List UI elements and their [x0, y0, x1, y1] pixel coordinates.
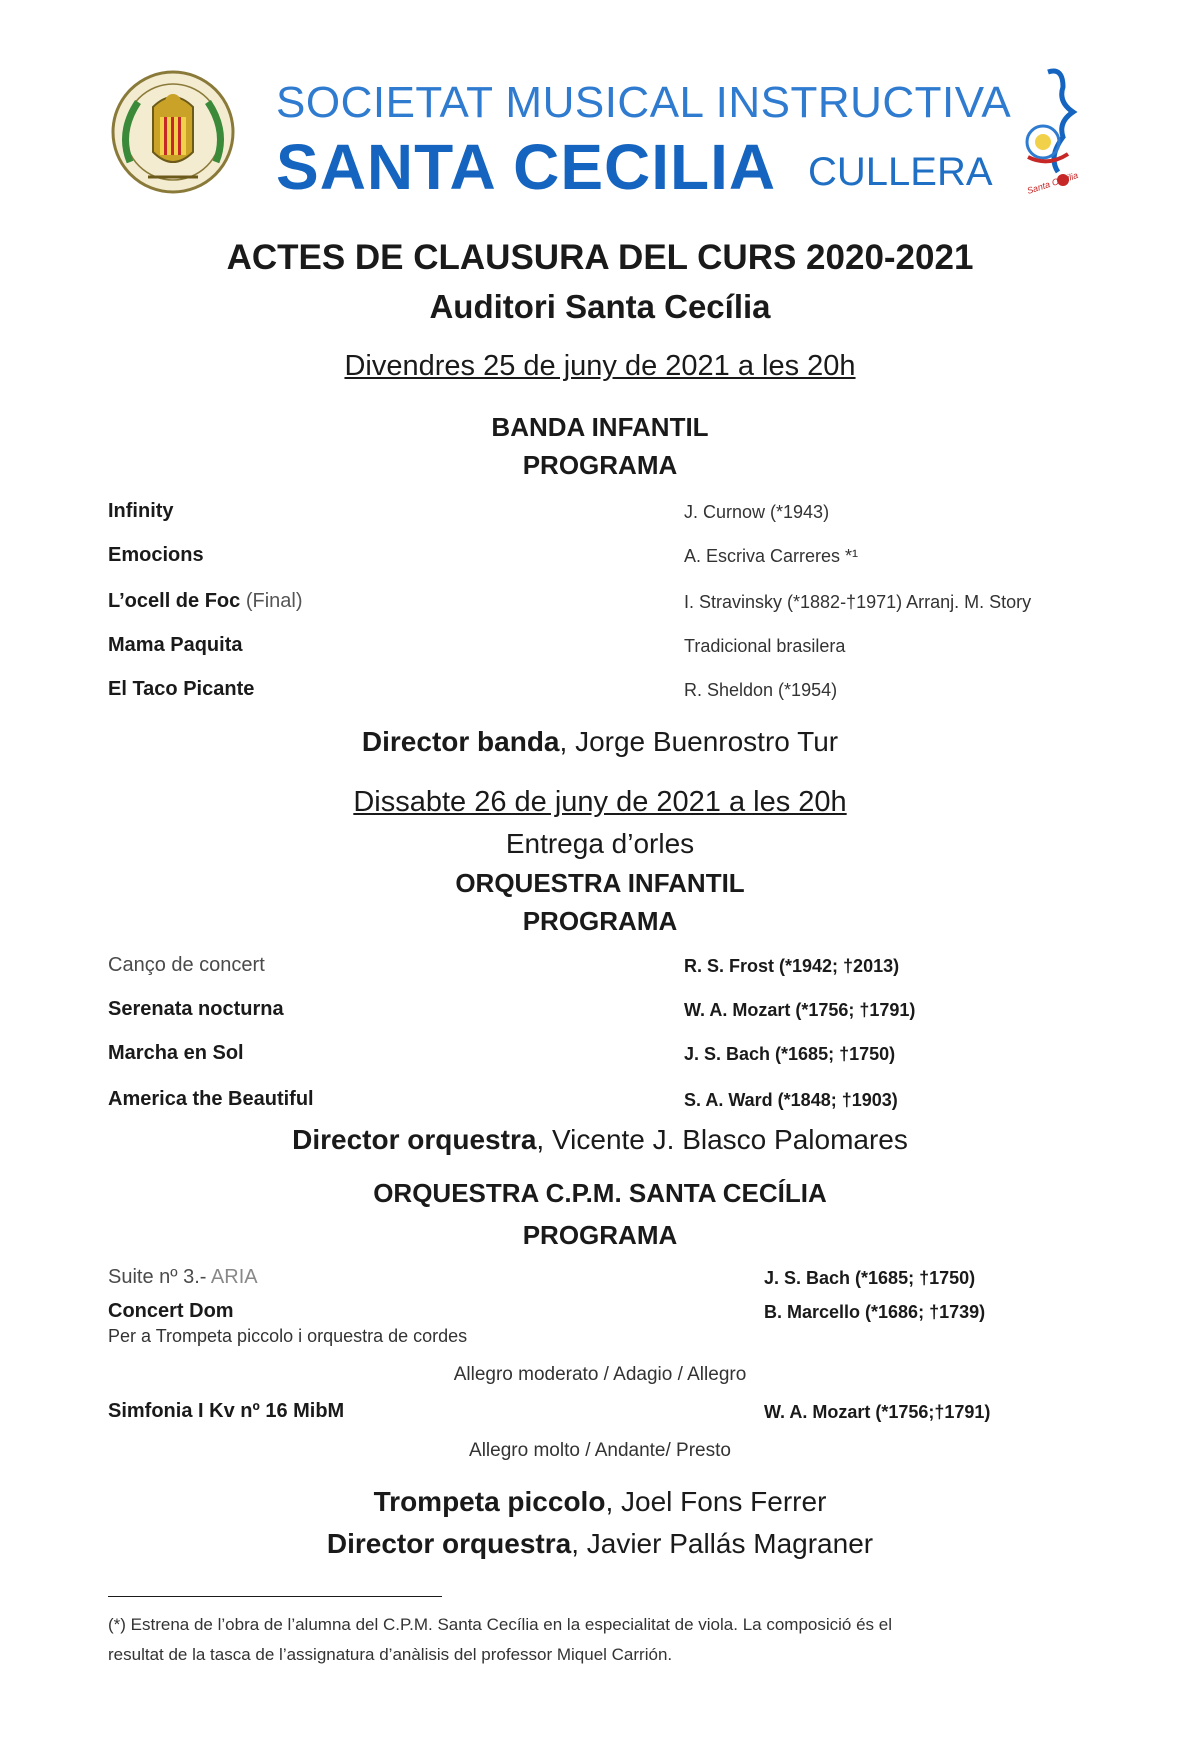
orchestra-item-title-note: ARIA: [206, 1266, 258, 1288]
footnote-line1: (*) Estrena de l’obra de l’alumna del C.P.M. Santa Cecília en la especialitat de viola. La composició és el: [108, 1615, 892, 1634]
orchestra-item-composer: J. S. Bach (*1685; †1750): [764, 1268, 976, 1288]
day2-director: [0, 1124, 1200, 1156]
day1-director-role: Director banda: [361, 726, 560, 757]
day1-ensemble: BANDA INFANTIL: [491, 412, 709, 442]
day1-item-composer: R. Sheldon (*1954): [684, 680, 838, 700]
venue-title: Auditori Santa Cecília: [429, 288, 771, 325]
orchestra-soloist-role: Trompeta piccolo: [373, 1486, 606, 1517]
day2-programa-heading: PROGRAMA: [522, 906, 678, 936]
day2-item-title: America the Beautiful: [108, 1088, 314, 1110]
day1-item-composer: J. Curnow (*1943): [684, 502, 830, 522]
orchestra-director-role: Director orquestra: [326, 1528, 572, 1559]
society-name-line2: SANTA CECILIA: [276, 131, 777, 203]
orchestra-item-movements: Allegro moderato / Adagio / Allegro: [453, 1364, 747, 1385]
orchestra-director-name: , Javier Pallás Magraner: [571, 1528, 874, 1559]
society-name-line1: SOCIETAT MUSICAL INSTRUCTIVA: [276, 78, 1012, 127]
day2-item-composer: R. S. Frost (*1942; †2013): [684, 956, 900, 976]
day1-director-name: , Jorge Buenrostro Tur: [559, 726, 839, 757]
day2-director-name: , Vicente J. Blasco Palomares: [536, 1124, 908, 1155]
day2-item-title: Canço de concert: [108, 954, 265, 976]
orchestra-item-title: Suite nº 3.-: [108, 1266, 207, 1288]
day1-director: [0, 726, 1200, 758]
day2-item-title: Marcha en Sol: [108, 1042, 244, 1064]
orchestra-item-title: Concert Dom: [108, 1300, 234, 1322]
orchestra-ensemble: ORQUESTRA C.P.M. SANTA CECÍLIA: [373, 1178, 827, 1208]
day2-item-title: Serenata nocturna: [108, 998, 284, 1020]
day2-director-role: Director orquestra: [292, 1124, 537, 1155]
orchestra-soloist: [0, 1486, 1200, 1518]
orchestra-soloist-name: , Joel Fons Ferrer: [605, 1486, 827, 1517]
orchestra-item-movements: Allegro molto / Andante/ Presto: [469, 1440, 731, 1461]
orchestra-item-composer: W. A. Mozart (*1756;†1791): [764, 1402, 991, 1422]
society-crest-logo: [108, 62, 238, 202]
day1-item-title: Mama Paquita: [108, 634, 243, 656]
day2-item-composer: W. A. Mozart (*1756; †1791): [684, 1000, 916, 1020]
day1-programa-heading: PROGRAMA: [522, 450, 678, 480]
signature-text: Santa Cecilia: [1025, 170, 1080, 196]
day2-item-composer: S. A. Ward (*1848; †1903): [684, 1090, 898, 1110]
orchestra-director: [0, 1528, 1200, 1560]
day2-event: Entrega d’orles: [505, 828, 695, 859]
orchestra-item-title: Simfonia I Kv nº 16 MibM: [108, 1400, 345, 1422]
day1-item-title: Emocions: [108, 544, 204, 566]
day1-item-title-note: (Final): [245, 590, 303, 612]
day1-item-composer: Tradicional brasilera: [684, 636, 846, 656]
day1-item-title: Infinity: [108, 500, 174, 522]
orchestra-item-subtitle: Per a Trompeta piccolo i orquestra de cordes: [108, 1326, 468, 1346]
day1-item-title: L’ocell de Foc: [108, 590, 241, 612]
orchestra-item-composer: B. Marcello (*1686; †1739): [764, 1302, 986, 1322]
orchestra-programa-heading: PROGRAMA: [522, 1220, 678, 1250]
orchestra-item-title-row: [108, 1266, 258, 1289]
footnote-line2: resultat de la tasca de l’assignatura d’anàlisis del professor Miquel Carrión.: [108, 1645, 673, 1664]
society-city: CULLERA: [808, 150, 993, 194]
day2-item-composer: J. S. Bach (*1685; †1750): [684, 1044, 896, 1064]
day1-item-title-row: [108, 590, 303, 613]
footnote-divider: [108, 1596, 442, 1597]
day1-date: Divendres 25 de juny de 2021 a les 20h: [344, 350, 856, 382]
day1-item-composer: I. Stravinsky (*1882-†1971) Arranj. M. Story: [684, 592, 1032, 612]
day2-date: Dissabte 26 de juny de 2021 a les 20h: [353, 786, 847, 818]
day2-ensemble: ORQUESTRA INFANTIL: [455, 868, 745, 898]
day1-item-composer: A. Escriva Carreres *¹: [684, 546, 859, 566]
day1-item-title: El Taco Picante: [108, 678, 255, 700]
document-title: ACTES DE CLAUSURA DEL CURS 2020-2021: [226, 238, 974, 277]
